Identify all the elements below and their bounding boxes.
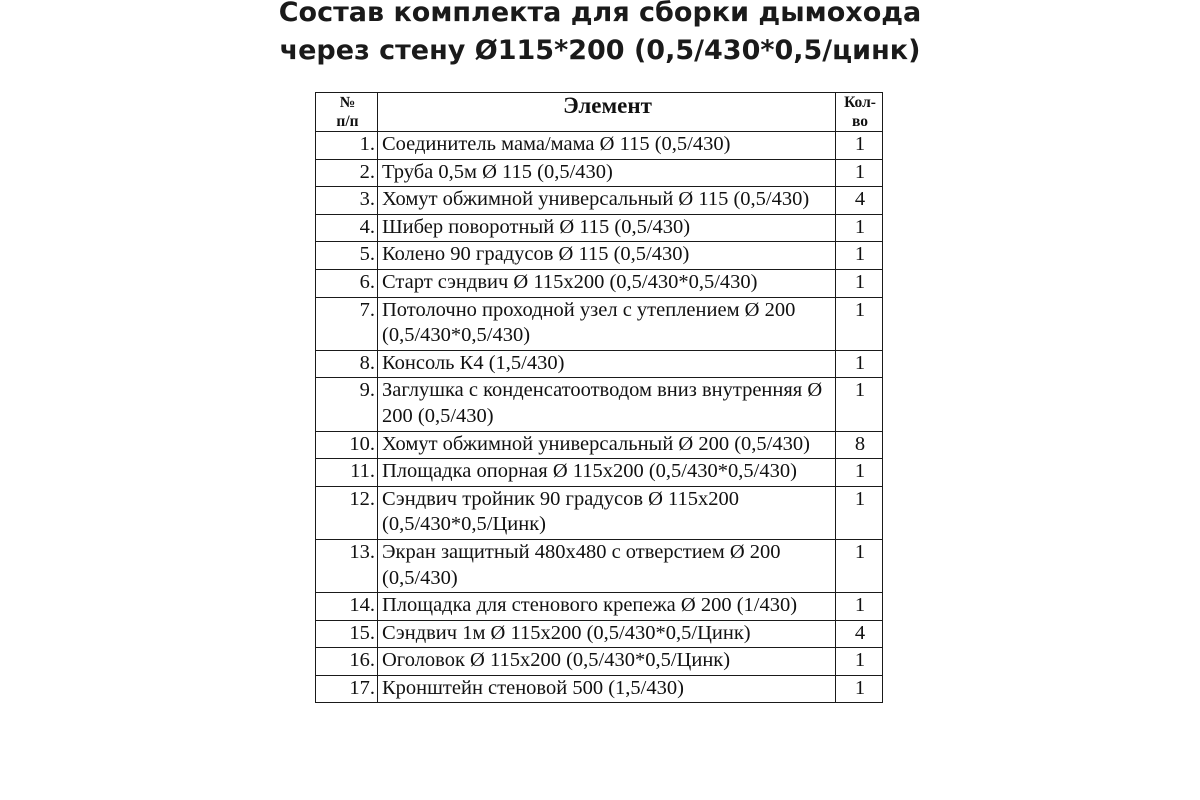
row-number: 8. — [316, 350, 378, 378]
row-number: 17. — [316, 675, 378, 703]
row-number: 3. — [316, 187, 378, 215]
row-number: 12. — [316, 486, 378, 539]
row-number: 15. — [316, 620, 378, 648]
table-row — [316, 593, 883, 621]
row-quantity: 1 — [836, 269, 883, 297]
page-title — [0, 0, 1200, 70]
table-row — [316, 620, 883, 648]
title-line-1: Состав комплекта для сборки дымохода — [278, 0, 922, 28]
row-number: 6. — [316, 269, 378, 297]
table-row — [316, 242, 883, 270]
row-element: Колено 90 градусов Ø 115 (0,5/430) — [378, 242, 836, 270]
row-element: Хомут обжимной универсальный Ø 115 (0,5/430) — [378, 187, 836, 215]
header-number-line-1: № — [339, 94, 356, 111]
row-quantity: 1 — [836, 648, 883, 676]
row-quantity: 1 — [836, 593, 883, 621]
row-number: 9. — [316, 378, 378, 431]
row-element: Площадка для стенового крепежа Ø 200 (1/430) — [378, 593, 836, 621]
row-number: 1. — [316, 132, 378, 160]
row-quantity: 1 — [836, 297, 883, 350]
row-element: Потолочно проходной узел с утеплением Ø 200 (0,5/430*0,5/430) — [378, 297, 836, 350]
header-quantity — [836, 93, 883, 132]
title-line-2: через стену Ø115*200 (0,5/430*0,5/цинк) — [279, 35, 921, 66]
table-row — [316, 459, 883, 487]
row-element: Хомут обжимной универсальный Ø 200 (0,5/430) — [378, 431, 836, 459]
header-element: Элемент — [378, 93, 836, 132]
table-row — [316, 350, 883, 378]
row-quantity: 1 — [836, 539, 883, 592]
row-element: Соединитель мама/мама Ø 115 (0,5/430) — [378, 132, 836, 160]
row-quantity: 1 — [836, 132, 883, 160]
header-number — [316, 93, 378, 132]
table-row — [316, 214, 883, 242]
row-element: Консоль К4 (1,5/430) — [378, 350, 836, 378]
row-element: Сэндвич 1м Ø 115х200 (0,5/430*0,5/Цинк) — [378, 620, 836, 648]
row-number: 10. — [316, 431, 378, 459]
row-quantity: 4 — [836, 620, 883, 648]
row-quantity: 8 — [836, 431, 883, 459]
row-quantity: 1 — [836, 214, 883, 242]
row-element: Сэндвич тройник 90 градусов Ø 115х200 (0,5/430*0,5/Цинк) — [378, 486, 836, 539]
row-quantity: 1 — [836, 459, 883, 487]
row-element: Оголовок Ø 115х200 (0,5/430*0,5/Цинк) — [378, 648, 836, 676]
row-element: Кронштейн стеновой 500 (1,5/430) — [378, 675, 836, 703]
row-number: 5. — [316, 242, 378, 270]
row-number: 11. — [316, 459, 378, 487]
table-body — [316, 132, 883, 703]
row-quantity: 4 — [836, 187, 883, 215]
row-number: 4. — [316, 214, 378, 242]
row-number: 2. — [316, 159, 378, 187]
table-row — [316, 539, 883, 592]
table-row — [316, 675, 883, 703]
row-number: 13. — [316, 539, 378, 592]
row-quantity: 1 — [836, 350, 883, 378]
row-element: Экран защитный 480х480 с отверстием Ø 200 (0,5/430) — [378, 539, 836, 592]
header-quantity-line-1: Кол- — [844, 94, 876, 111]
row-quantity: 1 — [836, 378, 883, 431]
components-table — [315, 92, 883, 703]
table-row — [316, 132, 883, 160]
row-element: Площадка опорная Ø 115х200 (0,5/430*0,5/430) — [378, 459, 836, 487]
table-row — [316, 297, 883, 350]
row-element: Шибер поворотный Ø 115 (0,5/430) — [378, 214, 836, 242]
table-row — [316, 159, 883, 187]
row-quantity: 1 — [836, 675, 883, 703]
table-row — [316, 187, 883, 215]
row-quantity: 1 — [836, 242, 883, 270]
table-row — [316, 269, 883, 297]
table-header-row — [316, 93, 883, 132]
row-element: Заглушка с конденсатоотводом вниз внутренняя Ø 200 (0,5/430) — [378, 378, 836, 431]
row-number: 14. — [316, 593, 378, 621]
header-number-line-2: п/п — [336, 113, 359, 130]
table-row — [316, 648, 883, 676]
row-element: Труба 0,5м Ø 115 (0,5/430) — [378, 159, 836, 187]
table-row — [316, 431, 883, 459]
row-quantity: 1 — [836, 486, 883, 539]
row-number: 7. — [316, 297, 378, 350]
row-number: 16. — [316, 648, 378, 676]
row-element: Старт сэндвич Ø 115х200 (0,5/430*0,5/430) — [378, 269, 836, 297]
header-quantity-line-2: во — [851, 113, 868, 130]
table-row — [316, 486, 883, 539]
row-quantity: 1 — [836, 159, 883, 187]
table-row — [316, 378, 883, 431]
